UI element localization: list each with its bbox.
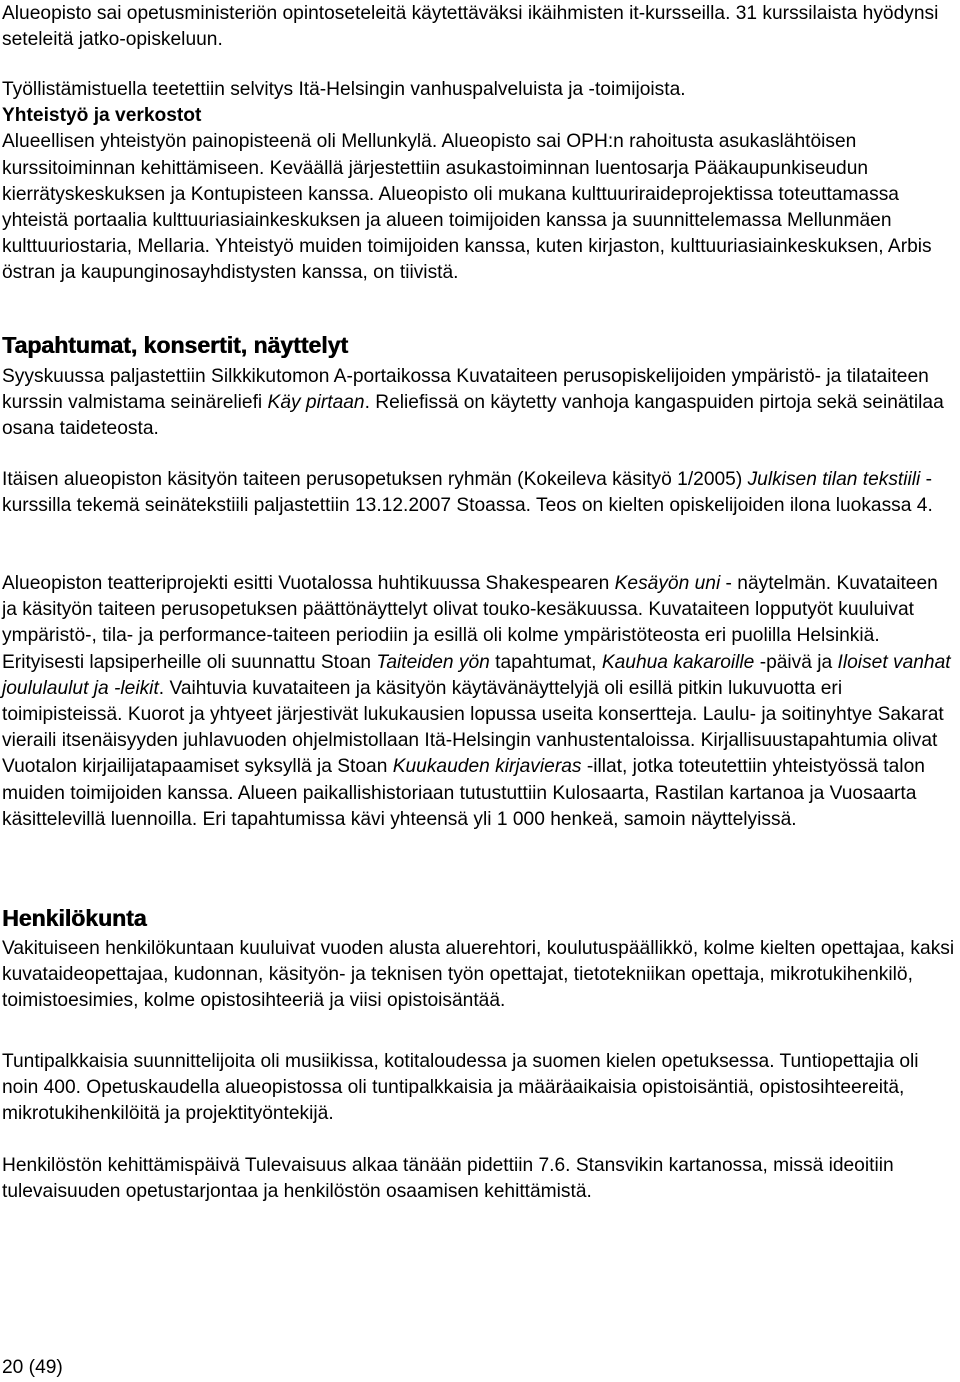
text-run: Alueopiston teatteriprojekti esitti Vuotalossa huhtikuussa Shakespearen xyxy=(2,573,615,594)
text-run: . Reliefissä on käytetty vanhoja kangaspuiden pirtoja sekä seinätilaa osana taideteosta. xyxy=(2,392,944,440)
paragraph-survey-text: Työllistämistuella teetettiin selvitys Itä-Helsingin vanhuspalveluista ja -toimijoista. xyxy=(2,79,686,100)
paragraph-staff: Vakituiseen henkilökuntaan kuuluivat vuoden alusta aluerehtori, koulutuspäällikkö, kolme kielten opettajaa, kaksi kuvataideopettajaa, kudonnan, käsityön- ja teknisen työn opettajat, tietotekniikan opettaja, mikrotukihenkilö, toimistoesimies, kolme opistosihteeriä ja viisi opistoisäntää. xyxy=(2,938,955,1012)
event-title: Kauhua kakaroille xyxy=(601,651,755,673)
section-heading-henkilokunta: Henkilökunta xyxy=(2,905,147,931)
play-title: Kesäyön uni xyxy=(614,573,721,594)
text-run: tapahtumat, xyxy=(489,651,602,673)
text-run: -päivä ja xyxy=(754,651,838,673)
event-title: Kuukauden kirjavieras xyxy=(392,756,582,778)
text-run: -kurssilla tekemä seinätekstiili paljastettiin 13.12.2007 Stoassa. Teos on kielten opiskelijoiden ilona luokassa 4. xyxy=(2,469,933,517)
text-run: Itäisen alueopiston käsityön taiteen perusopetuksen ryhmän (Kokeileva käsityö 1/2005) xyxy=(2,469,748,490)
paragraph-survey xyxy=(2,77,957,287)
section-heading-tapahtumat: Tapahtumat, konsertit, näyttelyt xyxy=(2,332,348,358)
work-title: Käy pirtaan xyxy=(267,392,365,414)
text-run: - näytelmän. Kuvataiteen ja käsityön taiteen perusopetuksen päättönäyttelyt olivat touko-kesäkuussa. Kuvataiteen lopputyöt kuuluivat ympäristö-, tila- ja performance-taiteen periodiin ja esillä oli kolme ympäristöteosta eri puolilla Helsinkiä. Erityisesti lapsiperheille oli suunnattu Stoan xyxy=(2,573,938,673)
section-heading-yhteistyo: Yhteistyö ja verkostot xyxy=(2,105,202,127)
paragraph-development-day: Henkilöstön kehittämispäivä Tulevaisuus alkaa tänään pidettiin 7.6. Stansvikin kartanossa, missä ideoitiin tulevaisuuden opetustarjontaa ja henkilöstön osaamisen kehittämistä. xyxy=(2,1155,894,1203)
paragraph-relief xyxy=(2,364,957,443)
paragraph-yhteistyo: Alueellisen yhteistyön painopisteenä oli Mellunkylä. Alueopisto sai OPH:n rahoitusta asukaslähtöisen kurssitoiminnan kehittämiseen. Keväällä järjestettiin asukastoiminnan luentosarja Pääkaupunkiseudun kierrätyskeskuksen ja Kontupisteen kanssa. Alueopisto oli mukana kulttuuriraideprojektissa toteuttamassa yhteistä portaalia kulttuuriasiainkeskuksen ja alueen toimijoiden kanssa ja suunnittelemassa Mellunmäen kulttuuriostaria, Mellaria. Yhteistyö muiden toimijoiden kanssa, kuten kirjaston, kulttuuriasiainkeskuksen, Arbis östran ja kaupunginosayhdistysten kanssa, on tiivistä. xyxy=(2,131,932,284)
paragraph-textile xyxy=(2,467,957,519)
text-run: . Vaihtuvia kuvataiteen ja käsityön käytävänäyttelyjä oli esillä pitkin lukuvuotta eri toimipisteissä. Kuorot ja yhtyeet järjestivät lukukausien lopussa useita konsertteja. Laulu- ja soitinyhtye Sakarat vieraili itsenäisyyden juhlavuoden ohjelmistollaan Itä-Helsingin vanhustentaloissa. Kirjallisuustapahtumia olivat Vuotalon kirjailijatapaamiset syksyllä ja Stoan xyxy=(2,677,944,778)
page-number: 20 (49) xyxy=(2,1357,63,1378)
event-title: Taiteiden yön xyxy=(376,651,490,673)
paragraph-it-courses: Alueopisto sai opetusministeriön opintoseteleitä käytettäväksi ikäihmisten it-kursseilla. 31 kurssilaista hyödynsi seteleitä jatko-opiskeluun. xyxy=(2,3,939,51)
paragraph-hourly-staff: Tuntipalkkaisia suunnittelijoita oli musiikissa, kotitaloudessa ja suomen kielen opetuksessa. Tuntiopettajia oli noin 400. Opetuskaudella alueopistossa oli tuntipalkkaisia ja määräaikaisia opistoisäntiä, opistosihteereitä, mikrotukihenkilöitä ja projektityöntekijä. xyxy=(2,1051,919,1125)
text-run: -illat, jotka toteutettiin yhteistyössä talon muiden toimijoiden kanssa. Alueen paikallishistoriaan tutustuttiin Kulosaarta, Rastilan kartanoa ja Vuosaarta käsittelevillä luennoilla. Eri tapahtumissa kävi yhteensä yli 1 000 henkeä, samoin näyttelyissä. xyxy=(2,756,925,830)
paragraph-events xyxy=(2,571,957,833)
course-title: Julkisen tilan tekstiili xyxy=(747,469,921,490)
text-run: Syyskuussa paljastettiin Silkkikutomon A-portaikossa Kuvataiteen perusopiskelijoiden ympäristö- ja tilataiteen kurssin valmistama seinäreliefi xyxy=(2,366,929,414)
event-title: Iloiset vanhat joululaulut ja -leikit xyxy=(2,651,951,699)
